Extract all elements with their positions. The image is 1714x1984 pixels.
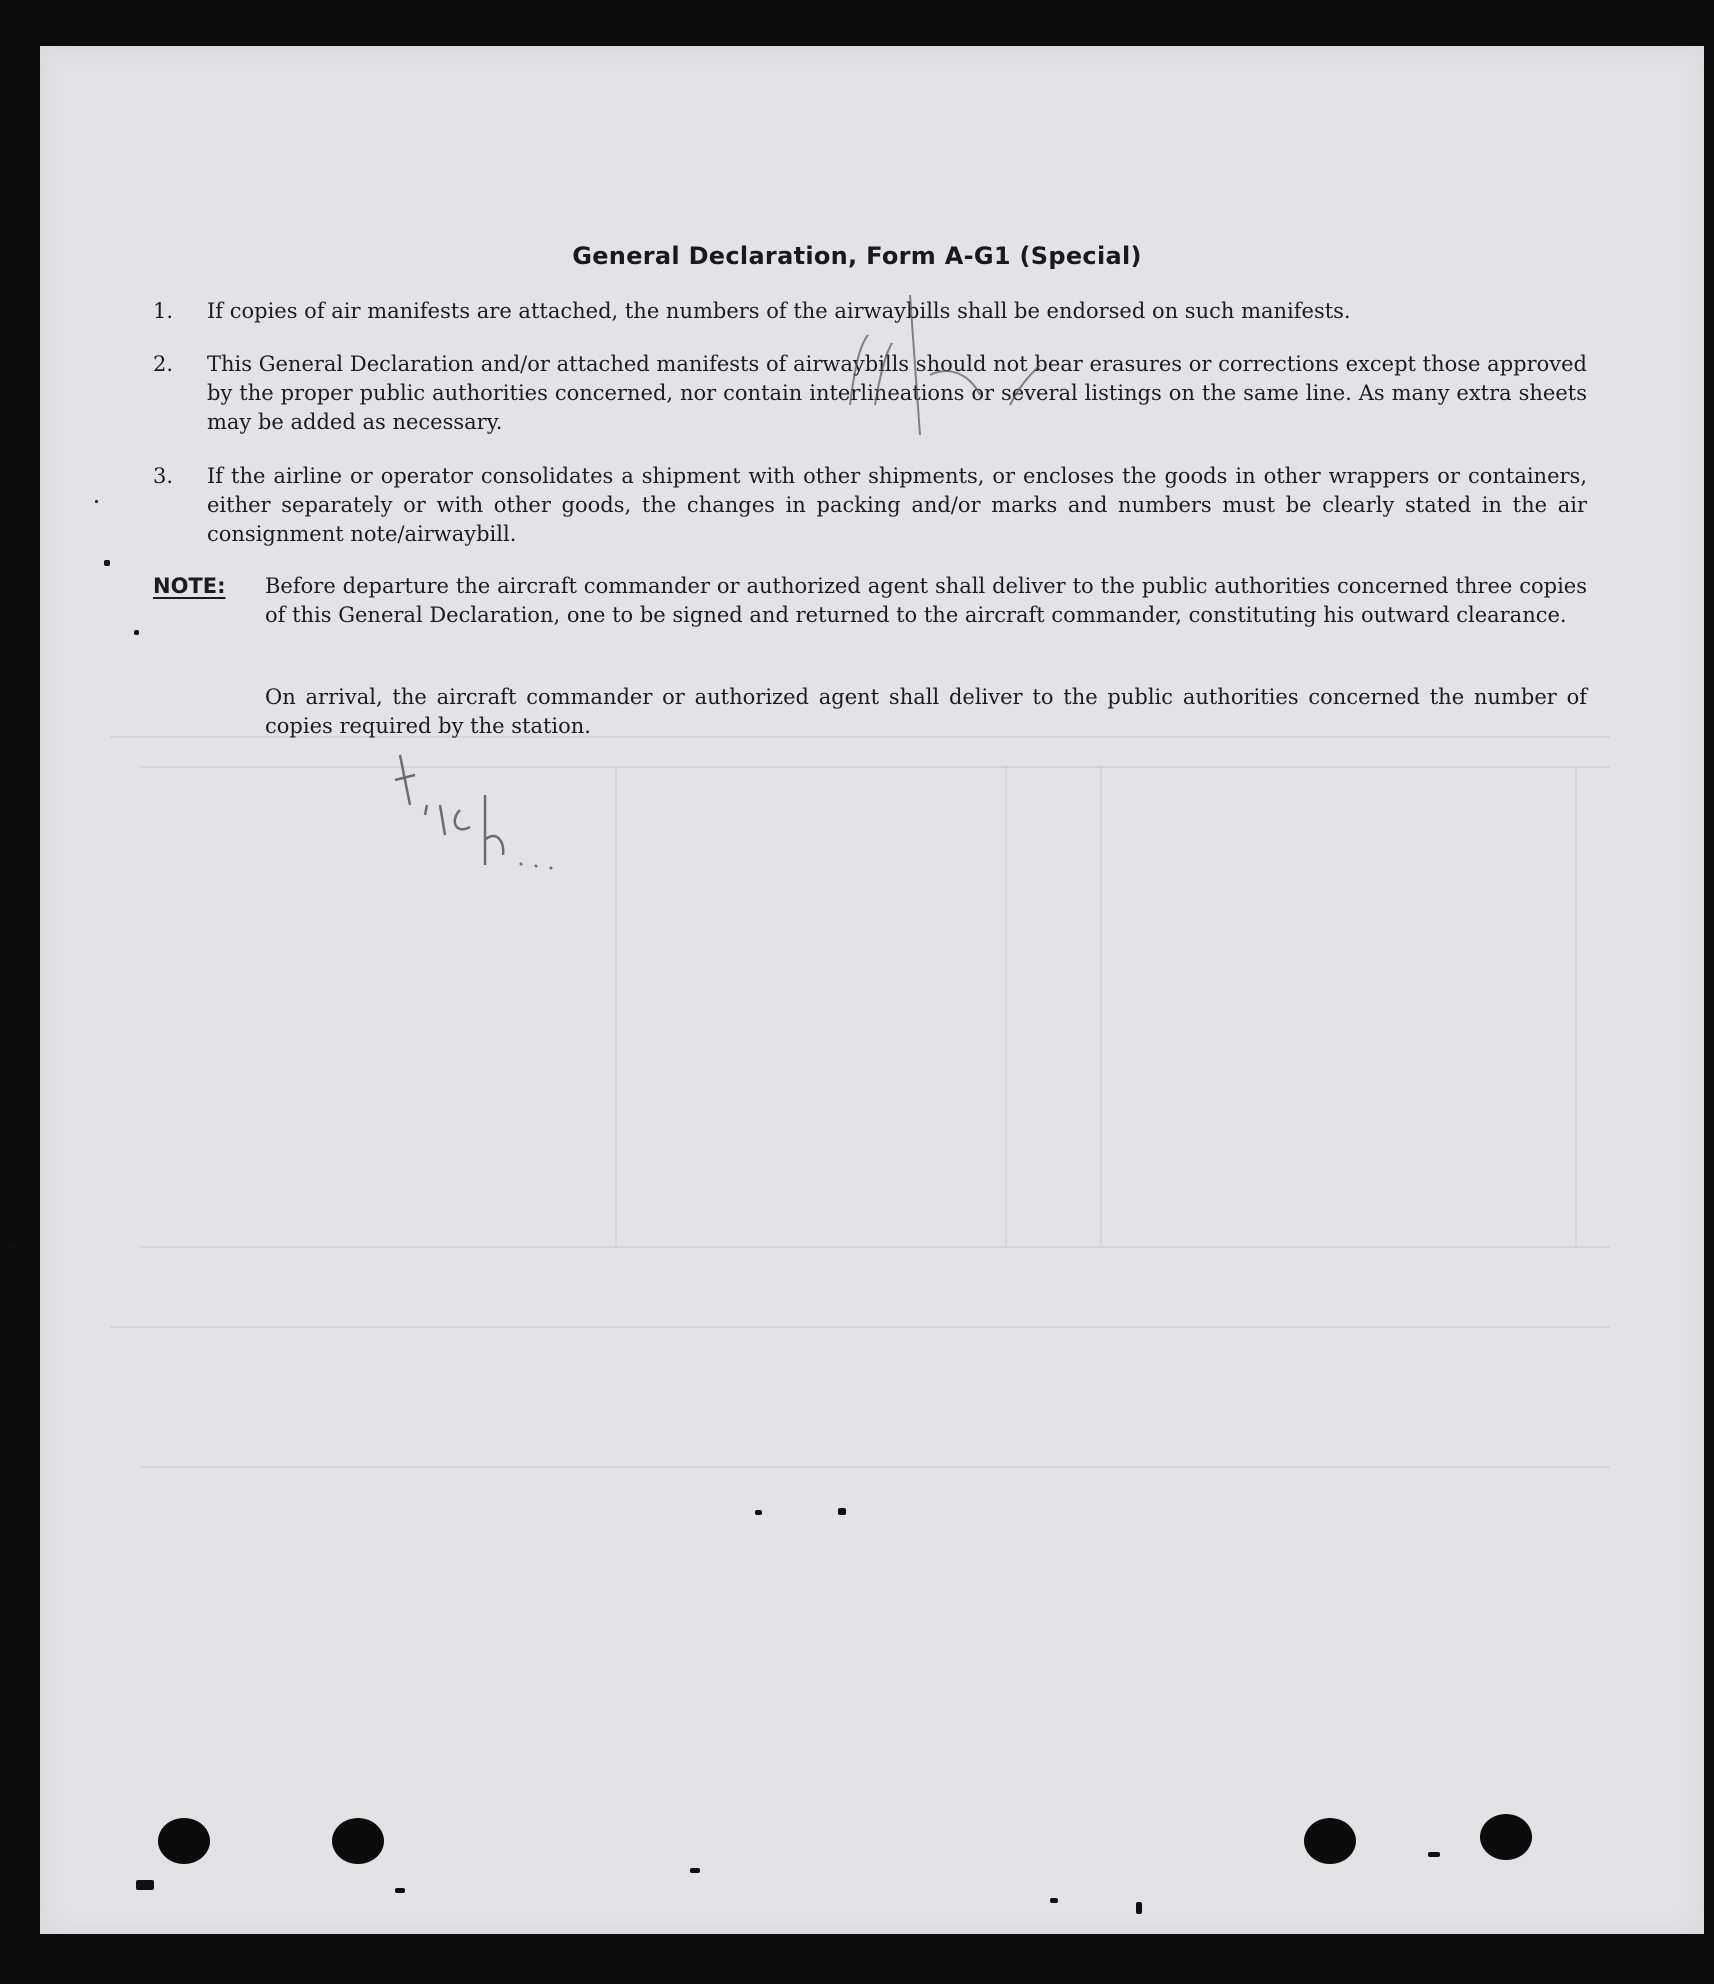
speck (395, 1888, 405, 1893)
punch-hole (332, 1818, 384, 1864)
speck (1050, 1898, 1058, 1903)
note-paragraph: Before departure the aircraft commander or authorized agent shall deliver to the public authorities concerned three copies of this General Declaration, one to be signed and returned to the aircraft commander, constituting his outward clearance. (265, 574, 1587, 627)
note-label: NOTE: (153, 574, 226, 598)
speck (838, 1508, 846, 1515)
speck (134, 630, 139, 635)
speck (104, 560, 110, 566)
punch-hole (1480, 1814, 1532, 1860)
pencil-annotation (385, 745, 585, 875)
note-paragraph: On arrival, the aircraft commander or authorized agent shall deliver to the public authorities concerned the number of copies required by the station. (265, 685, 1587, 738)
punch-hole (158, 1818, 210, 1864)
punch-hole (1304, 1818, 1356, 1864)
item-number: 1. (153, 299, 174, 323)
item-text: This General Declaration and/or attached manifests of airwaybills should not bear erasures or corrections except those approved by the proper public authorities concerned, nor contain interlineations or several listings on the same line. As many extra sheets may be added as necessary. (207, 352, 1587, 434)
item-number: 2. (153, 352, 174, 376)
speck (8, 1244, 13, 1249)
speck (690, 1868, 700, 1873)
speck (95, 500, 98, 503)
speck (755, 1510, 762, 1515)
page-title: General Declaration, Form A-G1 (Special) (572, 242, 1142, 271)
speck (1428, 1852, 1440, 1857)
item-text: If the airline or operator consolidates a shipment with other shipments, or encloses the goods in other wrappers or containers, either separately or with other goods, the changes in packing and/or marks and numbers must be clearly stated in the air consignment note/airwaybill. (207, 464, 1587, 546)
speck (136, 1880, 154, 1890)
instruction-item (153, 462, 1587, 549)
pencil-annotation (830, 255, 1110, 455)
item-text: If copies of air manifests are attached, the numbers of the airwaybills shall be endorsed on such manifests. (207, 299, 1351, 323)
speck (1136, 1902, 1142, 1914)
item-number: 3. (153, 464, 174, 488)
note-block (153, 572, 1587, 630)
